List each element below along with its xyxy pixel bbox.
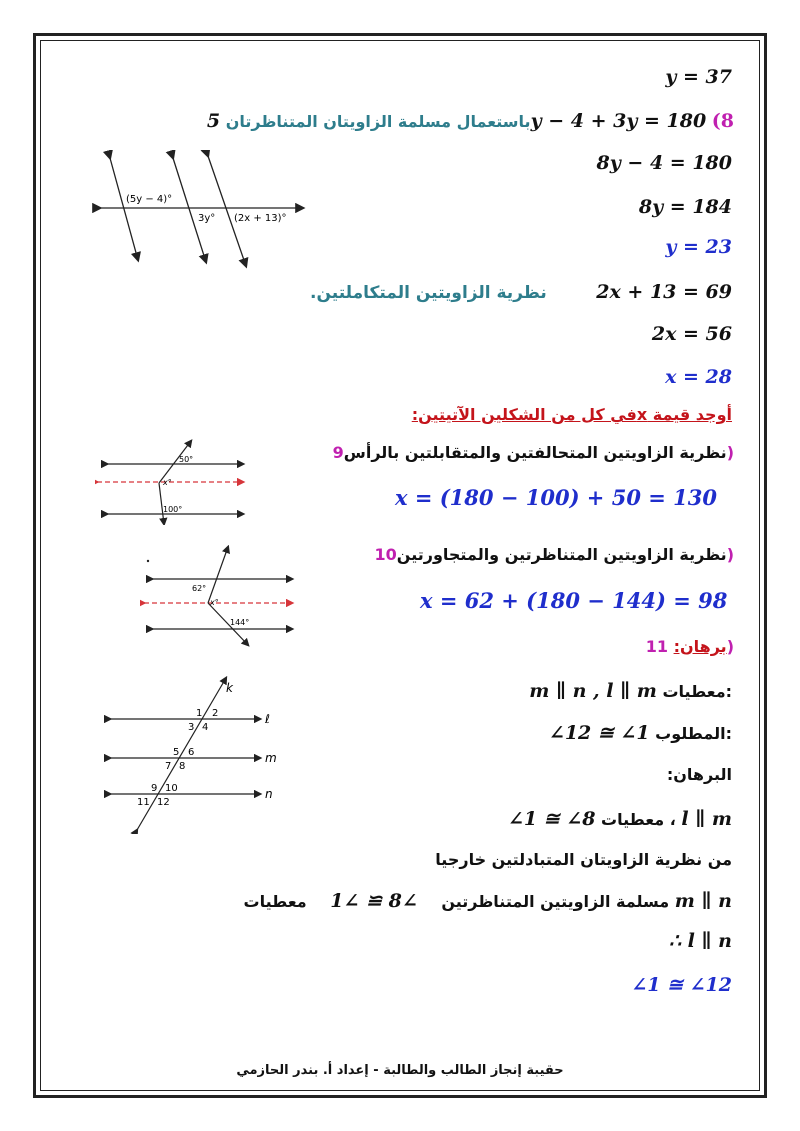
fig1-label-b: 3y°	[198, 213, 216, 224]
fig11-n4: 4	[202, 722, 209, 733]
proof-step-4: ∴ l ∥ n	[668, 930, 732, 952]
required-label: المطلوب:	[655, 724, 732, 743]
eq-y-37: y = 37	[665, 66, 732, 88]
fig11-n1: 1	[196, 708, 203, 719]
fig11-n12: 12	[157, 797, 170, 808]
proof3-text: مسلمة الزاويتين المتناظرتين	[441, 892, 670, 911]
fig1-label-a: (5y − 4)°	[126, 194, 173, 205]
proof3-parallel: m ∥ n	[674, 890, 732, 912]
fig10-label-x: x°	[210, 598, 219, 607]
eq-2x-56: 2x = 56	[651, 323, 732, 345]
fig11-n9: 9	[151, 783, 158, 794]
problem-9-number: 9)	[332, 443, 734, 462]
required-value: ∠12 ≅ ∠1	[548, 722, 650, 744]
proof-title: برهان:	[673, 637, 727, 656]
given-value: m ∥ n , l ∥ m	[529, 680, 657, 702]
problem-11-row	[646, 637, 734, 656]
supplementary-theorem-text: نظرية الزاويتين المتكاملتين.	[310, 283, 547, 303]
figure-problem-9	[95, 435, 247, 525]
problem-9-row	[333, 443, 734, 462]
fig9-label-a: 50°	[179, 455, 194, 464]
proof3-given: معطيات	[243, 892, 307, 911]
fig9-label-x: x°	[163, 478, 172, 487]
eq-y-23: y = 23	[665, 236, 732, 258]
fig11-label-l: ℓ	[265, 712, 270, 726]
page-footer: حقيبة إنجاز الطالب والطالبة - إعداد أ. بندر الحازمي	[236, 1063, 564, 1078]
given-row	[529, 680, 732, 702]
eq-problem-8: 5y − 4 + 3y = 180	[206, 110, 707, 132]
section-heading: أوجد قيمة xفي كل من الشكلين الآتيتين:	[411, 405, 732, 424]
fig11-n8: 8	[179, 761, 186, 772]
fig11-n2: 2	[212, 708, 219, 719]
problem-10-text: نظرية الزاويتين المتناظرتين والمتجاورتين	[396, 545, 727, 564]
proof3-math: ∠8 ≅ ∠1	[330, 890, 418, 912]
fig11-label-k: k	[226, 681, 233, 695]
proof-label: البرهان:	[666, 765, 732, 784]
fig9-label-b: 100°	[163, 505, 183, 514]
fig10-label-b: 144°	[230, 618, 250, 627]
proof-step-1	[508, 808, 732, 830]
eq-problem-10: x = 62 + (180 − 144) = 98	[420, 588, 728, 613]
proof1-parallel: l ∥ m	[681, 808, 732, 830]
fig11-n6: 6	[188, 747, 195, 758]
proof1-text: معطيات ،	[601, 810, 676, 829]
figure-corresponding-angles	[88, 150, 310, 275]
fig11-label-n: n	[265, 787, 273, 801]
fig11-label-m: m	[265, 751, 277, 765]
problem-10-row	[375, 545, 734, 564]
problem-8-number: (8	[711, 110, 734, 132]
eq-2x-13: 2x + 13 = 69	[596, 281, 732, 303]
proof-step-3	[244, 890, 732, 912]
eq-8y-minus-4: 8y − 4 = 180	[596, 152, 732, 174]
figure-problem-10	[140, 545, 295, 650]
eq-problem-9: x = (180 − 100) + 50 = 130	[395, 485, 717, 510]
proof-step-2: من نظرية الزاويتان المتبادلتين خارجيا	[435, 850, 732, 869]
problem-10-number: 10)	[374, 545, 734, 564]
eq-x-28: x = 28	[665, 366, 732, 388]
fig11-n5: 5	[173, 747, 180, 758]
proof1-math: ∠1 ≅ ∠8	[508, 808, 596, 830]
fig11-n7: 7	[165, 761, 172, 772]
given-label: معطيات:	[662, 682, 732, 701]
fig10-label-a: 62°	[192, 584, 207, 593]
fig1-label-c: (2x + 13)°	[234, 213, 287, 224]
postulate-text: باستعمال مسلمة الزاويتان المتناظرتان	[225, 112, 531, 131]
fig11-n10: 10	[165, 783, 178, 794]
eq-8y-184: 8y = 184	[638, 196, 732, 218]
problem-11-number: 11)	[645, 637, 734, 656]
problem-9-text: نظرية الزاويتين المتحالفتين والمتقابلتين بالرأس	[343, 443, 727, 462]
required-row	[549, 722, 732, 744]
fig11-n11: 11	[137, 797, 150, 808]
fig11-n3: 3	[188, 722, 195, 733]
problem-8-row	[207, 110, 734, 132]
figure-problem-11	[100, 674, 285, 834]
proof-conclusion: ∠1 ≅ ∠12	[631, 974, 732, 996]
